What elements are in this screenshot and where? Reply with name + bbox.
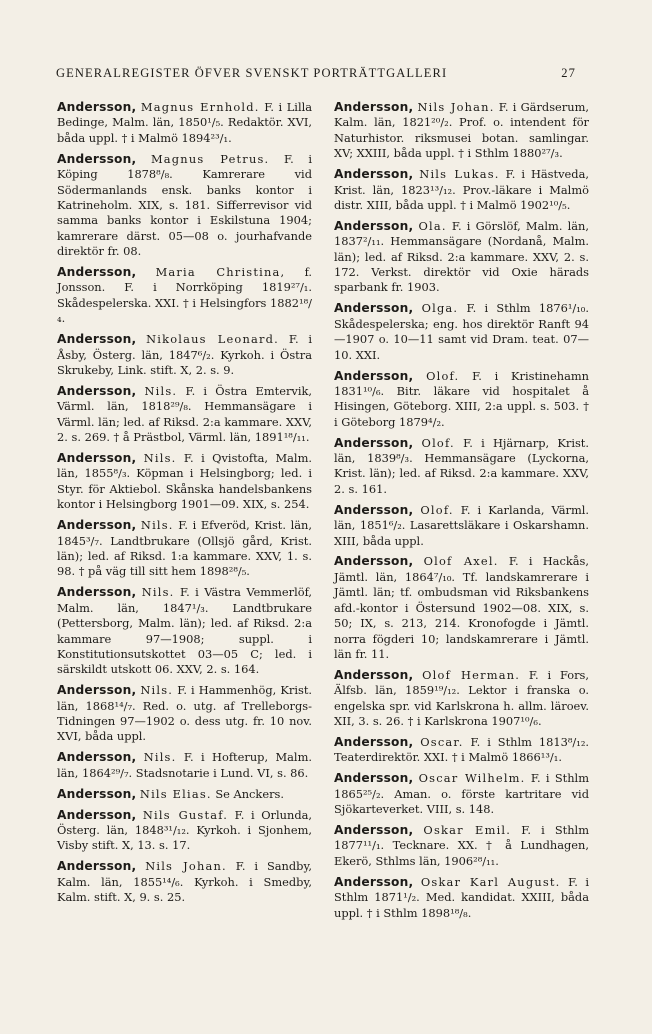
- entry-surname: Andersson,: [334, 167, 414, 182]
- register-entry: [334, 823, 589, 869]
- entry-text: F. i Kristinehamn 1831¹⁰/₆. Bitr. läkare vid hospitalet å Hisingen, Göteborg. XIII, 2:a uppl. s. 503. † i Göteborg 1879⁴/₂.: [334, 368, 590, 429]
- entry-text: F. i Åsby, Österg. län, 1847⁶/₂. Kyrkoh. i Östra Skrukeby, Link. stift. X, 2. s. 9.: [57, 332, 313, 377]
- entry-given-names: Ola.: [418, 218, 447, 233]
- register-entry: [334, 875, 589, 921]
- entry-text: F. i Sthlm 1813⁸/₁₂. Teaterdirektör. XXI. † i Malmö 1866¹³/₁.: [334, 734, 590, 765]
- entry-given-names: Oscar.: [420, 734, 464, 749]
- entry-surname: Andersson,: [57, 265, 137, 280]
- entry-surname: Andersson,: [334, 301, 414, 316]
- left-column: [57, 100, 312, 911]
- entry-given-names: Oskar Karl August.: [420, 874, 561, 889]
- register-entry: [57, 808, 312, 854]
- entry-given-names: Nils Gustaf.: [142, 807, 229, 822]
- entry-text: F. i Hackås, Jämtl. län, 1864⁷/₁₀. Tf. landskamrerare i Jämtl. län; tf. ombudsman vid Riksbankens afd.-kontor i Östersund 1902—08. XIX, s. 50; IX, s. 213, 214. Kronofogde i Jämtl. norra fögderi 10; landskamrerare i Jämtl. län fr. 11.: [334, 554, 589, 661]
- entry-given-names: Olof.: [420, 502, 454, 517]
- entry-text: F. i Västra Vemmerlöf, Malm. län, 1847¹/₃. Landtbrukare (Pettersborg, Malm. län); led. af Riksd. 2:a kammare 97—1908; suppl. i Konstitutionsutskottet 03—05 C; led. i särskildt utskott 06. XXV, 2. s. 164.: [57, 585, 313, 677]
- entry-text: F. i Görslöf, Malm. län, 1837²/₁₁. Hemmansägare (Nordanå, Malm. län); led. af Riksd. 2:a kammare. XXV, 2. s. 172. Verkst. direktör vid Oxie härads sparbank fr. 1903.: [334, 218, 589, 295]
- entry-surname: Andersson,: [334, 734, 414, 749]
- entry-given-names: Magnus Petrus.: [150, 151, 270, 166]
- register-entry: [334, 167, 589, 213]
- entry-given-names: Nils Johan.: [145, 859, 227, 874]
- entry-surname: Andersson,: [57, 151, 137, 166]
- entry-given-names: Nils Lukas.: [419, 167, 500, 182]
- entry-given-names: Olof.: [421, 435, 455, 450]
- register-entry: [334, 735, 589, 766]
- entry-surname: Andersson,: [57, 451, 137, 466]
- entry-surname: Andersson,: [57, 383, 137, 398]
- register-entry: [57, 451, 312, 513]
- register-entry: [57, 787, 312, 802]
- entry-surname: Andersson,: [334, 502, 414, 517]
- register-entry: [57, 683, 312, 745]
- register-entry: [334, 100, 589, 162]
- entry-surname: Andersson,: [334, 771, 414, 786]
- entry-text: F. i Fors, Älfsb. län, 1859¹⁹/₁₂. Lektor i franska o. engelska spr. vid Karlskrona h. allm. läroev. XII, 3. s. 26. † i Karlskrona 1907¹⁰/₆.: [334, 667, 589, 729]
- entry-text: F. i Östra Emtervik, Värml. län, 1818²⁹/₈. Hemmansägare i Värml. län; led. af Riksd. 2:a kammare. XXV, 2. s. 269. † å Prästbol, Värml. län, 1891¹⁸/₁₁.: [57, 383, 312, 445]
- entry-text: F. i Sthlm 1876¹/₁₀. Skådespelerska; eng. hos direktör Ranft 94—1907 o. 10—11 samt vid Dram. teat. 07—10. XXI.: [334, 301, 589, 362]
- register-entry: [334, 668, 589, 730]
- header-title: GENERALREGISTER ÖFVER SVENSKT PORTRÄTTGALLERI: [56, 66, 448, 80]
- entry-surname: Andersson,: [334, 554, 414, 569]
- entry-text: F. i Hammenhög, Krist. län, 1868¹⁴/₇. Red. o. utg. af Trelleborgs-Tidningen 97—1902 o. dess utg. fr. 10 nov. XVI, båda uppl.: [57, 683, 313, 744]
- entry-surname: Andersson,: [57, 750, 137, 765]
- entry-text: F. i Sthlm 1877¹¹/₁. Tecknare. XX. † å Lundhagen, Ekerö, Sthlms län, 1906²⁸/₁₁.: [334, 822, 590, 868]
- running-header: [56, 66, 576, 81]
- entry-text: F. i Hjärnarp, Krist. län, 1839⁸/₃. Hemmansägare (Lyckorna, Krist. län); led. af Riksd. 2:a kammare. XXV, 2. s. 161.: [334, 435, 590, 496]
- register-entry: [334, 369, 589, 431]
- entry-given-names: Nils.: [144, 383, 178, 398]
- entry-given-names: Nils.: [140, 683, 174, 698]
- entry-text: f. Jonsson. F. i Norrköping 1819²⁷/₁. Skådespelerska. XXI. † i Helsingfors 1882¹⁸/₄.: [57, 265, 313, 326]
- entry-given-names: Oscar Wilhelm.: [418, 771, 526, 786]
- entry-given-names: Nils Elias.: [139, 786, 212, 801]
- register-entry: [334, 771, 589, 817]
- entry-given-names: Nils.: [143, 750, 177, 765]
- entry-text: F. i Efveröd, Krist. län, 1845³/₇. Landtbrukare (Ollsjö gård, Krist. län); led. af Riksd. 1:a kammare. XXV, 1. s. 98. † på väg till sitt hem 1898²⁸/₅.: [57, 518, 312, 579]
- entry-text: F. i Lilla Bedinge, Malm. län, 1850¹/₅. Redaktör. XVI, båda uppl. † i Malmö 1894²³/₁.: [57, 100, 313, 145]
- entry-given-names: Olof Axel.: [423, 554, 499, 569]
- right-column: [334, 100, 589, 926]
- entry-text: F. i Karlanda, Värml. län, 1851⁶/₂. Lasarettsläkare i Oskarshamn. XIII, båda uppl.: [334, 502, 590, 548]
- register-entry: [57, 332, 312, 378]
- entry-surname: Andersson,: [334, 667, 414, 682]
- entry-given-names: Nils.: [141, 585, 175, 600]
- entry-text: F. i Gärdserum, Kalm. län, 1821²⁰/₂. Prof. o. intendent för Naturhistor. riksmusei botan. samlingar. XV; XXIII, båda uppl. † i Sthlm 1880²⁷/₃.: [334, 100, 589, 161]
- entry-surname: Andersson,: [334, 874, 414, 889]
- register-entry: [334, 301, 589, 363]
- entry-given-names: Nikolaus Leonard.: [146, 332, 279, 347]
- entry-text: F. i Sandby, Kalm. län, 1855¹⁴/₆. Kyrkoh. i Smedby, Kalm. stift. X, 9. s. 25.: [57, 859, 312, 905]
- register-entry: [57, 585, 312, 677]
- register-entry: [334, 503, 589, 549]
- entry-surname: Andersson,: [57, 100, 137, 114]
- register-entry: [57, 100, 312, 146]
- entry-surname: Andersson,: [57, 585, 137, 600]
- entry-surname: Andersson,: [57, 786, 137, 801]
- entry-surname: Andersson,: [57, 332, 137, 347]
- entry-surname: Andersson,: [334, 100, 414, 114]
- register-entry: [57, 859, 312, 905]
- entry-text: F. i Köping 1878⁸/₈. Kamrerare vid Södermanlands ensk. banks kontor i Katrineholm. XIX, s. 181. Sifferrevisor vid samma banks kontor i Eskilstuna 1904; kamrerare därst. 05—08 o. jourhafvande direktör fr. 08.: [57, 151, 313, 259]
- entry-surname: Andersson,: [334, 435, 414, 450]
- entry-text: F. i Hästveda, Krist. län, 1823¹³/₁₂. Prov.-läkare i Malmö distr. XIII, båda uppl. † i Malmö 1902¹⁰/₅.: [334, 167, 589, 212]
- entry-surname: Andersson,: [334, 218, 414, 233]
- entry-given-names: Olof.: [426, 368, 460, 383]
- entry-text: F. i Sthlm 1865²⁵/₂. Aman. o. förste kartritare vid Sjökarteverket. VIII, s. 148.: [334, 771, 590, 817]
- register-entry: [57, 750, 312, 781]
- entry-surname: Andersson,: [57, 859, 137, 874]
- entry-given-names: Nils Johan.: [417, 100, 495, 114]
- entry-given-names: Nils.: [143, 451, 177, 466]
- entry-given-names: Maria Christina,: [155, 265, 286, 280]
- register-entry: [334, 436, 589, 498]
- entry-given-names: Oskar Emil.: [423, 822, 512, 837]
- register-entry: [57, 384, 312, 446]
- register-entry: [57, 152, 312, 260]
- entry-surname: Andersson,: [57, 683, 137, 698]
- entry-surname: Andersson,: [57, 807, 137, 822]
- entry-surname: Andersson,: [334, 368, 414, 383]
- entry-text: Se Anckers.: [215, 786, 284, 801]
- entry-given-names: Nils.: [140, 518, 174, 533]
- page-number: 27: [561, 66, 576, 80]
- register-entry: [334, 554, 589, 662]
- register-entry: [334, 219, 589, 296]
- entry-text: F. i Sthlm 1871¹/₂. Med. kandidat. XXIII, båda uppl. † i Sthlm 1898¹⁸/₈.: [334, 874, 590, 920]
- entry-surname: Andersson,: [57, 518, 137, 533]
- entry-surname: Andersson,: [334, 822, 414, 837]
- register-entry: [57, 518, 312, 580]
- entry-given-names: Magnus Ernhold.: [140, 100, 260, 114]
- entry-text: F. i Hofterup, Malm. län, 1864²⁹/₇. Stadsnotarie i Lund. VI, s. 86.: [57, 750, 312, 780]
- entry-given-names: Olof Herman.: [422, 667, 521, 682]
- entry-text: F. i Qvistofta, Malm. län, 1855⁸/₃. Köpman i Helsingborg; led. i Styr. för Aktiebol. Skånska handelsbankens kontor i Helsingborg 1901—09. XIX, s. 254.: [57, 451, 312, 512]
- register-entry: [57, 265, 312, 327]
- entry-text: F. i Orlunda, Österg. län, 1848³¹/₁₂. Kyrkoh. i Sjonhem, Visby stift. X, 13. s. 17.: [57, 807, 313, 853]
- entry-given-names: Olga.: [421, 301, 459, 316]
